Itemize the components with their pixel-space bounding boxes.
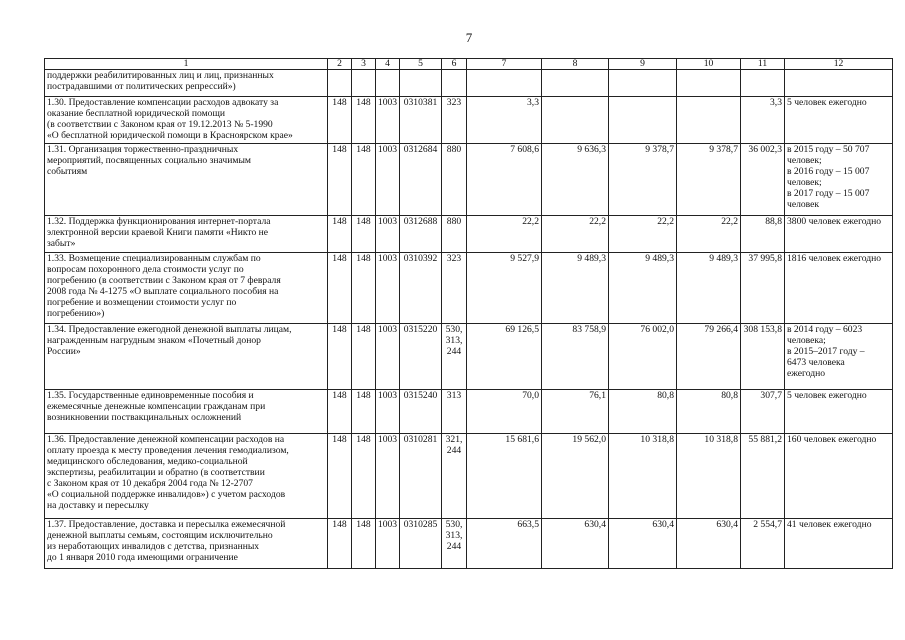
table-cell: 307,7 <box>741 390 785 434</box>
table-cell: 7 608,6 <box>467 144 542 216</box>
table-cell: 9 378,7 <box>677 144 741 216</box>
table-cell: 37 995,8 <box>741 253 785 324</box>
row-label-cell: 1.36. Предоставление денежной компенсации расходов на оплату проезда к месту проведения лечения гемодиализом, медицинского обследования, медико-социальной экспертизы, реабилитации и обратно (в соответствии с Законом края от 10 декабря 2004 года № 12-2707 «О социальной поддержке инвалидов») с учетом расходов на доставку и пересылку <box>45 434 328 519</box>
table-cell: 148 <box>352 324 376 390</box>
table-cell: 308 153,8 <box>741 324 785 390</box>
table-cell: 76 002,0 <box>609 324 677 390</box>
table-cell: 148 <box>328 253 352 324</box>
table-cell: 880 <box>442 216 467 253</box>
table-cell: 148 <box>328 144 352 216</box>
row-label-cell: 1.32. Поддержка функционирования интернет-портала электронной версии краевой Книги памяти «Никто не забыт» <box>45 216 328 253</box>
row-label-cell: 1.34. Предоставление ежегодной денежной выплаты лицам, награжденным нагрудным знаком «Почетный донор России» <box>45 324 328 390</box>
table-cell: 1003 <box>376 434 400 519</box>
table-cell: 2 554,7 <box>741 519 785 569</box>
table-cell: 69 126,5 <box>467 324 542 390</box>
table-cell: 148 <box>352 390 376 434</box>
table-cell: 323 <box>442 97 467 144</box>
table-cell: 148 <box>352 253 376 324</box>
table-cell: в 2015 году – 50 707 человек; в 2016 году – 15 007 человек; в 2017 году – 15 007 человек <box>785 144 893 216</box>
table-cell: 76,1 <box>542 390 609 434</box>
row-label-cell: 1.30. Предоставление компенсации расходов адвокату за оказание бесплатной юридической помощи (в соответствии с Законом края от 19.12.2013 № 5-1990 «О бесплатной юридической помощи в Красноярском крае» <box>45 97 328 144</box>
table-cell: 148 <box>328 519 352 569</box>
table-cell: 9 489,3 <box>609 253 677 324</box>
table-cell: 83 758,9 <box>542 324 609 390</box>
table-cell: в 2014 году – 6023 человека; в 2015–2017 году – 6473 человека ежегодно <box>785 324 893 390</box>
table-cell: 15 681,6 <box>467 434 542 519</box>
table-cell <box>400 70 442 97</box>
table-cell: 1003 <box>376 324 400 390</box>
header-row <box>45 59 893 70</box>
table-cell: 1003 <box>376 144 400 216</box>
table-cell <box>609 70 677 97</box>
table-cell: 321, 244 <box>442 434 467 519</box>
table-cell: 1003 <box>376 97 400 144</box>
table-cell: 0310381 <box>400 97 442 144</box>
column-header: 4 <box>376 59 400 70</box>
table-cell <box>609 97 677 144</box>
table-cell <box>376 70 400 97</box>
table-row <box>45 519 893 569</box>
table-cell <box>328 70 352 97</box>
row-label-cell: 1.35. Государственные единовременные пособия и ежемесячные денежные компенсации гражданам при возникновении поствакцинальных осложнений <box>45 390 328 434</box>
table-cell: 88,8 <box>741 216 785 253</box>
table-cell: 79 266,4 <box>677 324 741 390</box>
table-cell <box>741 70 785 97</box>
table-cell: 148 <box>352 97 376 144</box>
table-cell: 9 378,7 <box>609 144 677 216</box>
table-cell <box>467 70 542 97</box>
table-row <box>45 216 893 253</box>
column-header: 10 <box>677 59 741 70</box>
data-table <box>44 58 893 569</box>
row-label-cell: 1.31. Организация торжественно-праздничных мероприятий, посвященных социально значимым событиям <box>45 144 328 216</box>
table-row <box>45 324 893 390</box>
table-cell <box>677 97 741 144</box>
table-cell: 5 человек ежегодно <box>785 97 893 144</box>
table-cell: 663,5 <box>467 519 542 569</box>
table-cell: 630,4 <box>542 519 609 569</box>
table-cell: 313 <box>442 390 467 434</box>
table-cell: 22,2 <box>467 216 542 253</box>
table-cell: 0315240 <box>400 390 442 434</box>
table-cell: 148 <box>328 390 352 434</box>
table-cell: 22,2 <box>542 216 609 253</box>
table-cell <box>542 97 609 144</box>
table-cell <box>677 70 741 97</box>
table-cell: 0312688 <box>400 216 442 253</box>
column-header: 2 <box>328 59 352 70</box>
table-cell: 0315220 <box>400 324 442 390</box>
table-cell: 0310285 <box>400 519 442 569</box>
table-cell: 22,2 <box>677 216 741 253</box>
table-cell: 530, 313, 244 <box>442 519 467 569</box>
table-cell: 0310281 <box>400 434 442 519</box>
table-cell: 9 527,9 <box>467 253 542 324</box>
table-cell: 55 881,2 <box>741 434 785 519</box>
row-label-cell: поддержки реабилитированных лиц и лиц, признанных пострадавшими от политических репрессий») <box>45 70 328 97</box>
table-row <box>45 390 893 434</box>
table-cell: 323 <box>442 253 467 324</box>
table-cell: 160 человек ежегодно <box>785 434 893 519</box>
table-cell: 630,4 <box>609 519 677 569</box>
table-cell: 148 <box>352 519 376 569</box>
table-cell: 3,3 <box>467 97 542 144</box>
table-cell: 9 489,3 <box>542 253 609 324</box>
table-row <box>45 253 893 324</box>
column-header: 5 <box>400 59 442 70</box>
table-cell: 19 562,0 <box>542 434 609 519</box>
column-header: 12 <box>785 59 893 70</box>
table-cell: 148 <box>352 144 376 216</box>
table-cell: 148 <box>352 216 376 253</box>
table-cell <box>542 70 609 97</box>
table-row <box>45 434 893 519</box>
table-row <box>45 70 893 97</box>
row-label-cell: 1.33. Возмещение специализированным службам по вопросам похоронного дела стоимости услуг по погребению (в соответствии с Законом края от 7 февраля 2008 года № 4-1275 «О выплате социального пособия на погребение и возмещении стоимости услуг по погребению») <box>45 253 328 324</box>
table-cell <box>352 70 376 97</box>
table-cell: 80,8 <box>609 390 677 434</box>
table-row <box>45 144 893 216</box>
table-cell: 41 человек ежегодно <box>785 519 893 569</box>
table-cell: 530, 313, 244 <box>442 324 467 390</box>
table-cell: 3800 человек ежегодно <box>785 216 893 253</box>
table-cell: 1003 <box>376 390 400 434</box>
table-cell: 148 <box>328 434 352 519</box>
table-cell: 9 636,3 <box>542 144 609 216</box>
column-header: 9 <box>609 59 677 70</box>
table-cell: 1816 человек ежегодно <box>785 253 893 324</box>
table-cell: 1003 <box>376 253 400 324</box>
table-cell: 1003 <box>376 519 400 569</box>
column-header: 8 <box>542 59 609 70</box>
table-cell: 70,0 <box>467 390 542 434</box>
table-cell: 1003 <box>376 216 400 253</box>
column-header: 11 <box>741 59 785 70</box>
table-cell: 880 <box>442 144 467 216</box>
table-cell: 10 318,8 <box>677 434 741 519</box>
table-cell: 630,4 <box>677 519 741 569</box>
column-header: 6 <box>442 59 467 70</box>
table-cell: 5 человек ежегодно <box>785 390 893 434</box>
table-cell: 22,2 <box>609 216 677 253</box>
row-label-cell: 1.37. Предоставление, доставка и пересылка ежемесячной денежной выплаты семьям, состоящим исключительно из неработающих инвалидов с детства, признанных до 1 января 2010 года имеющими ограничение <box>45 519 328 569</box>
table-cell: 0310392 <box>400 253 442 324</box>
table-cell: 148 <box>352 434 376 519</box>
table-cell: 3,3 <box>741 97 785 144</box>
table-cell: 36 002,3 <box>741 144 785 216</box>
table-row <box>45 97 893 144</box>
table-cell: 148 <box>328 97 352 144</box>
table-cell: 80,8 <box>677 390 741 434</box>
table-cell <box>442 70 467 97</box>
table-cell: 9 489,3 <box>677 253 741 324</box>
table-cell <box>785 70 893 97</box>
column-header: 7 <box>467 59 542 70</box>
table-cell: 10 318,8 <box>609 434 677 519</box>
table-cell: 148 <box>328 324 352 390</box>
table-cell: 0312684 <box>400 144 442 216</box>
column-header: 1 <box>45 59 328 70</box>
table-cell: 148 <box>328 216 352 253</box>
table-body <box>45 70 893 569</box>
column-header: 3 <box>352 59 376 70</box>
page-number: 7 <box>465 30 473 45</box>
